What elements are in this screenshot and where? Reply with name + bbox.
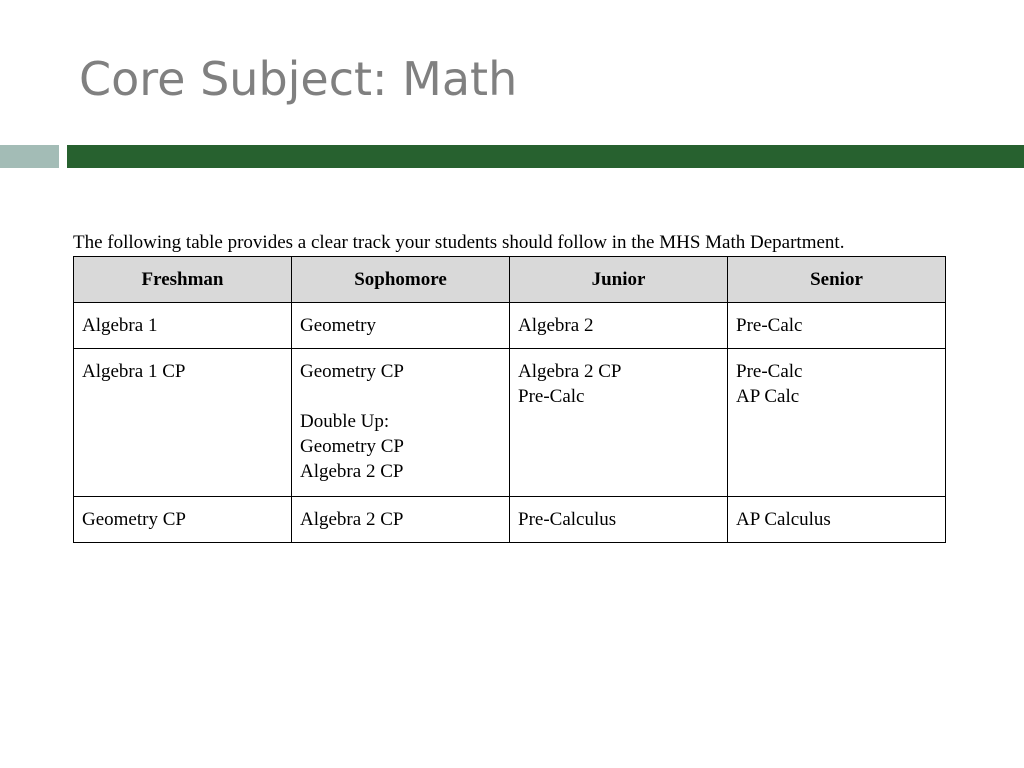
header-senior: Senior bbox=[728, 257, 946, 303]
course-name: Pre-Calc bbox=[736, 315, 803, 336]
table-cell-sophomore bbox=[292, 349, 510, 497]
course-name: AP Calculus bbox=[736, 509, 831, 530]
course-name: Pre-Calc bbox=[736, 361, 803, 382]
course-name: Algebra 2 CP bbox=[518, 361, 622, 382]
table-cell-freshman bbox=[74, 349, 292, 497]
course-name: Geometry bbox=[300, 315, 376, 336]
table-cell-freshman bbox=[74, 303, 292, 349]
course-name: Algebra 1 CP bbox=[82, 361, 186, 382]
table-cell-junior bbox=[510, 349, 728, 497]
course-name: Geometry CP bbox=[82, 509, 186, 530]
course-name: Geometry CP bbox=[300, 436, 404, 457]
course-name: Algebra 2 bbox=[518, 315, 594, 336]
line-gap bbox=[300, 384, 501, 409]
table-cell-freshman bbox=[74, 497, 292, 543]
intro-text: The following table provides a clear track your students should follow in the MHS Math Department. bbox=[73, 232, 845, 253]
double-up-label: Double Up: bbox=[300, 411, 390, 432]
course-name: Pre-Calculus bbox=[518, 509, 617, 530]
table-header-row bbox=[74, 257, 946, 303]
table-cell-sophomore bbox=[292, 497, 510, 543]
accent-band-light bbox=[0, 145, 59, 168]
course-name: AP Calc bbox=[736, 386, 800, 407]
header-freshman: Freshman bbox=[74, 257, 292, 303]
accent-band-dark bbox=[67, 145, 1024, 168]
table-cell-senior bbox=[728, 349, 946, 497]
table-row bbox=[74, 303, 946, 349]
course-name: Algebra 1 bbox=[82, 315, 158, 336]
table-cell-senior bbox=[728, 497, 946, 543]
header-sophomore: Sophomore bbox=[292, 257, 510, 303]
course-name: Geometry CP bbox=[300, 361, 404, 382]
course-name: Pre-Calc bbox=[518, 386, 585, 407]
table-row bbox=[74, 349, 946, 497]
table-row bbox=[74, 497, 946, 543]
table-cell-senior bbox=[728, 303, 946, 349]
table-cell-junior bbox=[510, 303, 728, 349]
slide-title: Core Subject: Math bbox=[79, 52, 518, 106]
header-junior: Junior bbox=[510, 257, 728, 303]
math-track-table bbox=[73, 256, 946, 543]
table-cell-sophomore bbox=[292, 303, 510, 349]
table-cell-junior bbox=[510, 497, 728, 543]
course-name: Algebra 2 CP bbox=[300, 509, 404, 530]
course-name: Algebra 2 CP bbox=[300, 461, 404, 482]
